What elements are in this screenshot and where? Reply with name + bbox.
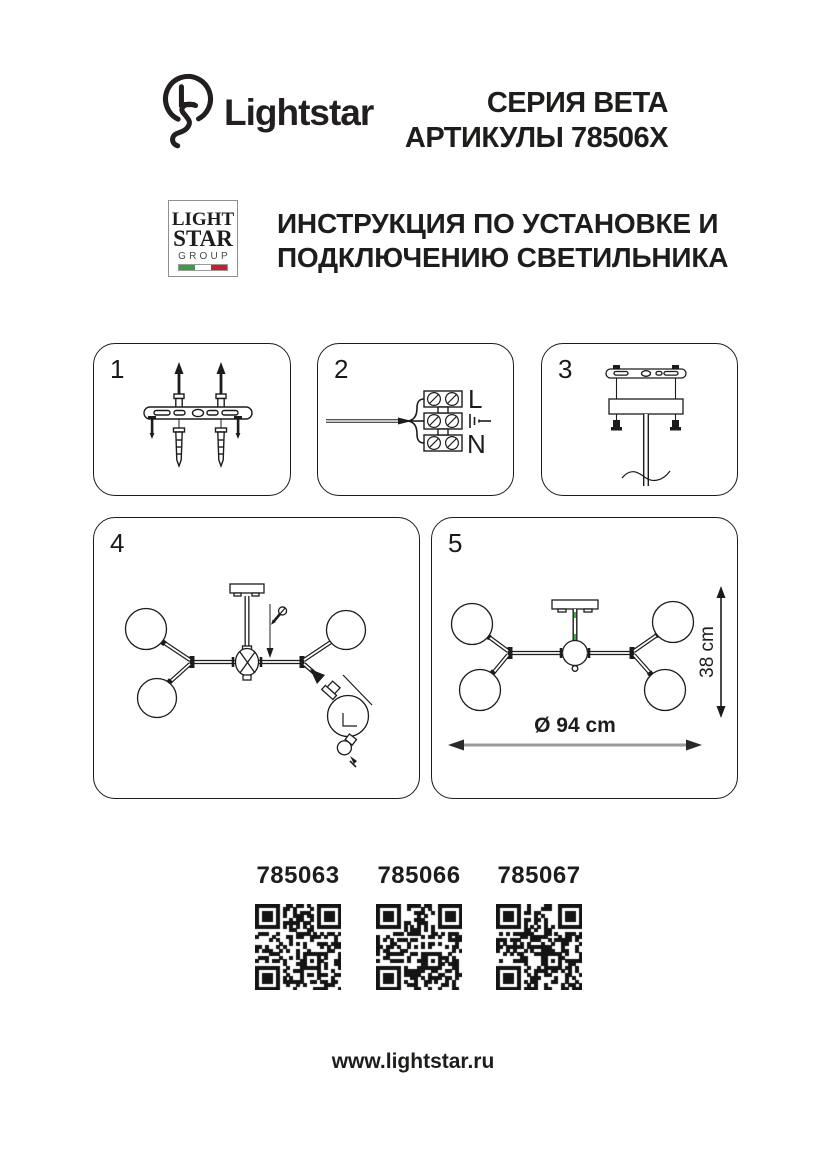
step-number: 1 [110,354,125,384]
neutral-label: N [467,429,486,459]
article-code: 785063 [256,862,340,889]
assembly-diagram [94,518,418,796]
step-panel-3 [541,343,738,496]
article-code: 785066 [377,862,461,889]
step-number: 2 [334,354,349,384]
diameter-dimension-label: Ø 94 cm [534,714,616,737]
article-785063 [255,862,341,990]
article-code: 785067 [497,862,581,889]
step-panel-5 [431,517,738,799]
flag-red [211,265,227,270]
group-logo-star: STAR [173,225,233,251]
article-785066 [376,862,462,990]
lightbulb-icon [158,70,218,156]
qr-code [496,904,582,990]
page-title-line2: ПОДКЛЮЧЕНИЮ СВЕТИЛЬНИКА [277,242,729,273]
step-panel-4 [93,517,420,799]
step-number: 4 [110,528,125,558]
series-title: СЕРИЯ BETA [486,87,668,119]
brand-name: Lightstar [224,92,374,133]
step-panel-2 [317,343,514,496]
step-panel-1 [93,343,291,496]
flag-white [195,265,211,270]
qr-code [376,904,462,990]
italian-flag-stripe [179,265,227,270]
flag-green [179,265,195,270]
step-number: 5 [448,528,463,558]
dimensions-diagram [432,518,736,796]
page-title [277,207,728,275]
series-block [405,86,668,156]
live-label: L [468,384,483,414]
website-url: www.lightstar.ru [331,1050,495,1073]
height-dimension-label: 38 cm [697,626,718,678]
article-785067 [496,862,582,990]
group-logo-group: GROUP [178,250,231,262]
step-number: 3 [558,354,573,384]
qr-code [255,904,341,990]
lightstar-group-logo [168,200,238,277]
series-articles: АРТИКУЛЫ 78506X [404,122,668,154]
group-logo-light: LIGHT [171,208,235,230]
earth-icon [470,414,491,428]
page-title-line1: ИНСТРУКЦИЯ ПО УСТАНОВКЕ И [277,208,719,239]
